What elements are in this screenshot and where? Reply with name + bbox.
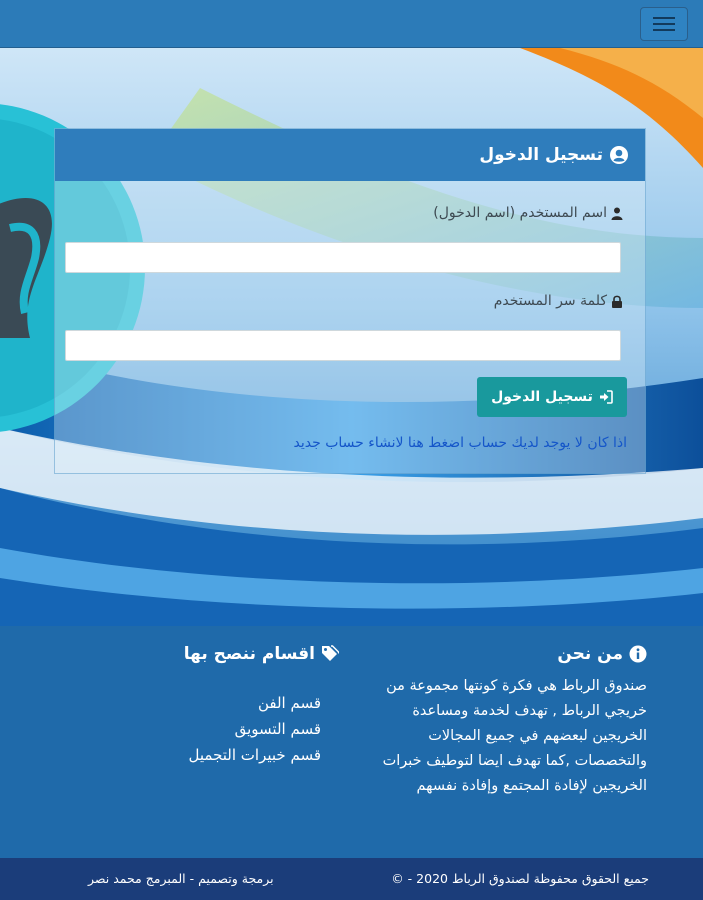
register-link[interactable]: اذا كان لا يوجد لديك حساب اضغط هنا لانشاء حساب جديد	[293, 435, 627, 451]
password-input[interactable]	[65, 330, 621, 361]
tags-icon	[321, 645, 339, 663]
login-button[interactable]	[477, 377, 627, 417]
section-link[interactable]: قسم خبيرات التجميل	[188, 746, 321, 764]
password-label-text: كلمة سر المستخدم	[493, 293, 607, 309]
lock-icon	[611, 295, 623, 308]
menu-icon	[653, 16, 675, 32]
about-section	[357, 644, 647, 799]
bottom-bar	[0, 858, 703, 900]
login-card-header	[55, 129, 645, 181]
credit-text: برمجة وتصميم - المبرمج محمد نصر	[88, 871, 274, 886]
username-label	[433, 205, 623, 221]
sign-in-icon	[599, 390, 613, 404]
recommended-sections	[89, 644, 339, 768]
user-icon	[611, 207, 623, 220]
navbar	[0, 0, 703, 48]
login-button-label: تسجيل الدخول	[491, 389, 593, 405]
section-link[interactable]: قسم التسويق	[234, 720, 321, 738]
about-title-text: من نحن	[557, 644, 623, 664]
section-link[interactable]: قسم الفن	[257, 694, 321, 712]
footer	[0, 626, 703, 858]
password-label	[494, 293, 623, 309]
about-title	[357, 644, 647, 664]
copyright-text: جميع الحقوق محفوظة لصندوق الرباط 2020 - ©	[391, 871, 649, 886]
info-circle-icon	[629, 645, 647, 663]
hero-background	[0, 48, 703, 626]
sections-list	[89, 690, 339, 768]
username-input[interactable]	[65, 242, 621, 273]
username-label-text: اسم المستخدم (اسم الدخول)	[433, 205, 607, 221]
sections-title	[89, 644, 339, 664]
user-circle-icon	[609, 145, 629, 165]
login-title: تسجيل الدخول	[479, 145, 603, 165]
login-card	[54, 128, 646, 474]
about-text: صندوق الرباط هي فكرة كونتها مجموعة من خريجي الرباط , تهدف لخدمة ومساعدة الخريجين لبعضهم في جميع المجالات والتخصصات ,كما تهدف ايضا لتوطيف خبرات الخريجين لإفادة المجتمع وإفادة نفسهم	[382, 678, 647, 794]
sections-title-text: اقسام ننصح بها	[183, 644, 315, 664]
menu-toggle-button[interactable]	[640, 7, 688, 41]
